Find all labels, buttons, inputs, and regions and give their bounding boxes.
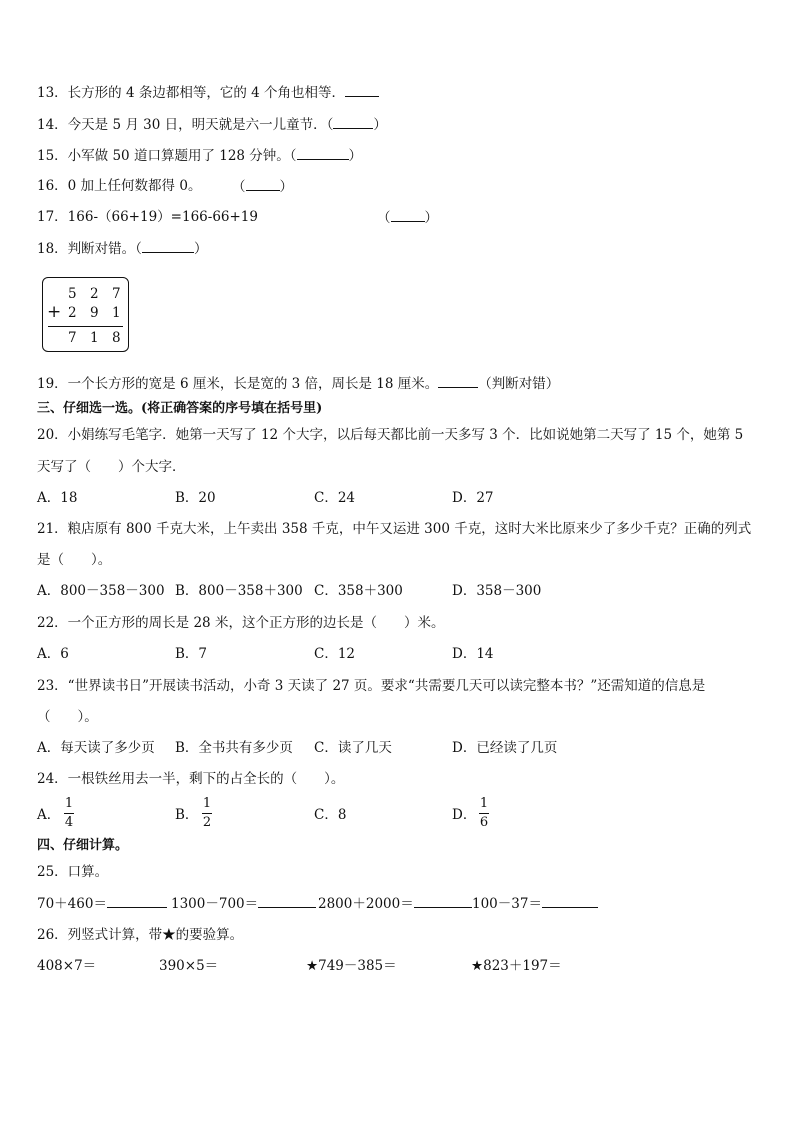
digit: 2 [68, 305, 77, 321]
answer-blank[interactable] [345, 83, 379, 97]
option-a[interactable]: A．18 [37, 490, 78, 506]
question-16-text: 16．0 加上任何数都得 0。 [37, 178, 202, 194]
question-14-text: 14．今天是 5 月 30 日，明天就是六一儿童节．（ [37, 117, 334, 133]
fraction-bar [64, 813, 74, 814]
column-calc-item: 390×5＝ [159, 958, 219, 974]
answer-slot [232, 177, 293, 196]
question-18-text: 18．判断对错。（ [37, 241, 142, 257]
plus-sign: + [47, 302, 62, 322]
expression: 2800＋2000＝ [318, 896, 414, 912]
question-19 [37, 374, 559, 393]
question-21-line-1: 21．粮店原有 800 千克大米，上午卖出 358 千克，中午又运进 300 千克，这时大米比原来少了多少千克？正确的列式 [37, 521, 752, 537]
answer-blank[interactable] [333, 115, 373, 129]
option-c[interactable] [314, 806, 346, 824]
option-b[interactable]: B．7 [175, 646, 208, 662]
section-3-heading: 三、仔细选一选。(将正确答案的序号填在括号里) [37, 401, 323, 416]
question-20-line-1: 20．小娟练写毛笔字．她第一天写了 12 个大字，以后每天都比前一天多写 3 个．比如说她第二天写了 15 个，她第 5 [37, 427, 744, 443]
answer-blank[interactable] [542, 894, 598, 908]
question-15 [37, 146, 362, 165]
question-15-text: 15．小军做 50 道口算题用了 128 分钟。（ [37, 148, 297, 164]
denominator: 4 [64, 815, 74, 830]
option-label: A． [37, 807, 61, 823]
mental-math-item [37, 894, 167, 913]
digit: 1 [112, 305, 121, 321]
question-16 [37, 177, 293, 195]
numerator: 1 [479, 796, 489, 811]
denominator: 6 [479, 815, 489, 830]
question-19-text: 19．一个长方形的宽是 6 厘米，长是宽的 3 倍，周长是 18 厘米。 [37, 376, 439, 392]
option-c[interactable]: C．读了几天 [314, 740, 392, 756]
fraction-bar [202, 813, 212, 814]
answer-blank[interactable] [246, 177, 280, 191]
judge-hint: （判断对错） [478, 376, 560, 392]
open-paren: （ [377, 210, 391, 226]
answer-blank[interactable] [142, 239, 194, 253]
question-13-text: 13．长方形的 4 条边都相等，它的 4 个角也相等． [37, 85, 346, 101]
vertical-addition-box [42, 277, 129, 352]
digit: 5 [68, 286, 77, 302]
question-21-line-2: 是（ ）。 [37, 552, 112, 568]
expression: 70＋460＝ [37, 896, 107, 912]
option-a[interactable] [37, 806, 60, 824]
option-b[interactable]: B．20 [175, 490, 216, 506]
digit: 1 [90, 330, 99, 346]
answer-blank[interactable] [107, 894, 167, 908]
expression: 100－37＝ [472, 896, 542, 912]
question-18 [37, 239, 207, 258]
digit: 8 [112, 330, 121, 346]
close-paren: ） [193, 241, 208, 257]
option-b[interactable]: B．全书共有多少页 [175, 740, 293, 756]
question-20-line-2: 天写了（ ）个大字． [37, 459, 186, 475]
mental-math-item [318, 894, 472, 913]
digit: 7 [112, 286, 121, 302]
expression: 1300－700＝ [171, 896, 259, 912]
denominator: 2 [202, 815, 212, 830]
answer-slot [377, 208, 438, 227]
option-a[interactable]: A．6 [37, 646, 69, 662]
question-17-text: 17．166-（66+19）=166-66+19 [37, 209, 258, 225]
option-label: D． [452, 807, 477, 823]
option-d[interactable]: D．14 [452, 646, 494, 662]
fraction-bar [479, 813, 489, 814]
close-paren: ） [373, 117, 387, 133]
option-c[interactable]: C．12 [314, 646, 356, 662]
answer-blank[interactable] [438, 374, 478, 388]
digit: 7 [68, 330, 77, 346]
option-c[interactable]: C．24 [314, 490, 356, 506]
fraction-one-quarter [64, 797, 74, 830]
option-b[interactable]: B．800－358＋300 [175, 583, 303, 599]
question-14 [37, 115, 387, 134]
open-paren: （ [232, 179, 246, 195]
mental-math-item [171, 894, 316, 913]
fraction-one-sixth [479, 797, 489, 830]
option-b[interactable] [175, 806, 198, 824]
option-d[interactable]: D．358－300 [452, 583, 542, 599]
option-d[interactable] [452, 806, 476, 824]
option-d[interactable]: D．已经读了几页 [452, 740, 558, 756]
digit: 9 [90, 305, 99, 321]
sum-line [48, 326, 123, 327]
question-24-line-1: 24．一根铁丝用去一半，剩下的占全长的（ ）。 [37, 771, 345, 787]
column-calc-item: 408×7＝ [37, 958, 97, 974]
question-22-line-1: 22．一个正方形的周长是 28 米，这个正方形的边长是（ ）米。 [37, 615, 445, 631]
mental-math-item [472, 894, 598, 913]
question-25: 25．口算。 [37, 864, 109, 880]
question-17 [37, 208, 438, 226]
fraction-one-half [202, 797, 212, 830]
column-calc-item: ★749－385＝ [306, 958, 397, 974]
answer-blank[interactable] [297, 146, 349, 160]
option-label: C．8 [314, 807, 347, 823]
question-23-line-1: 23．“世界读书日”开展读书活动，小奇 3 天读了 27 页。要求“共需要几天可以读完整本书？”还需知道的信息是 [37, 678, 706, 694]
option-c[interactable]: C．358＋300 [314, 583, 403, 599]
numerator: 1 [202, 796, 212, 811]
question-26: 26．列竖式计算，带★的要验算。 [37, 927, 244, 943]
numerator: 1 [64, 796, 74, 811]
close-paren: ） [279, 179, 293, 195]
close-paren: ） [424, 210, 438, 226]
option-label: B． [175, 807, 199, 823]
answer-blank[interactable] [414, 894, 472, 908]
section-4-heading: 四、仔细计算。 [37, 838, 129, 853]
answer-blank[interactable] [391, 208, 425, 222]
option-a[interactable]: A．800－358－300 [37, 583, 165, 599]
answer-blank[interactable] [258, 894, 316, 908]
question-13 [37, 83, 379, 102]
column-calc-item: ★823＋197＝ [471, 958, 562, 974]
option-a[interactable]: A．每天读了多少页 [37, 740, 155, 756]
question-23-line-2: （ ）。 [37, 709, 98, 725]
option-d[interactable]: D．27 [452, 490, 494, 506]
close-paren: ） [348, 148, 363, 164]
digit: 2 [90, 286, 99, 302]
